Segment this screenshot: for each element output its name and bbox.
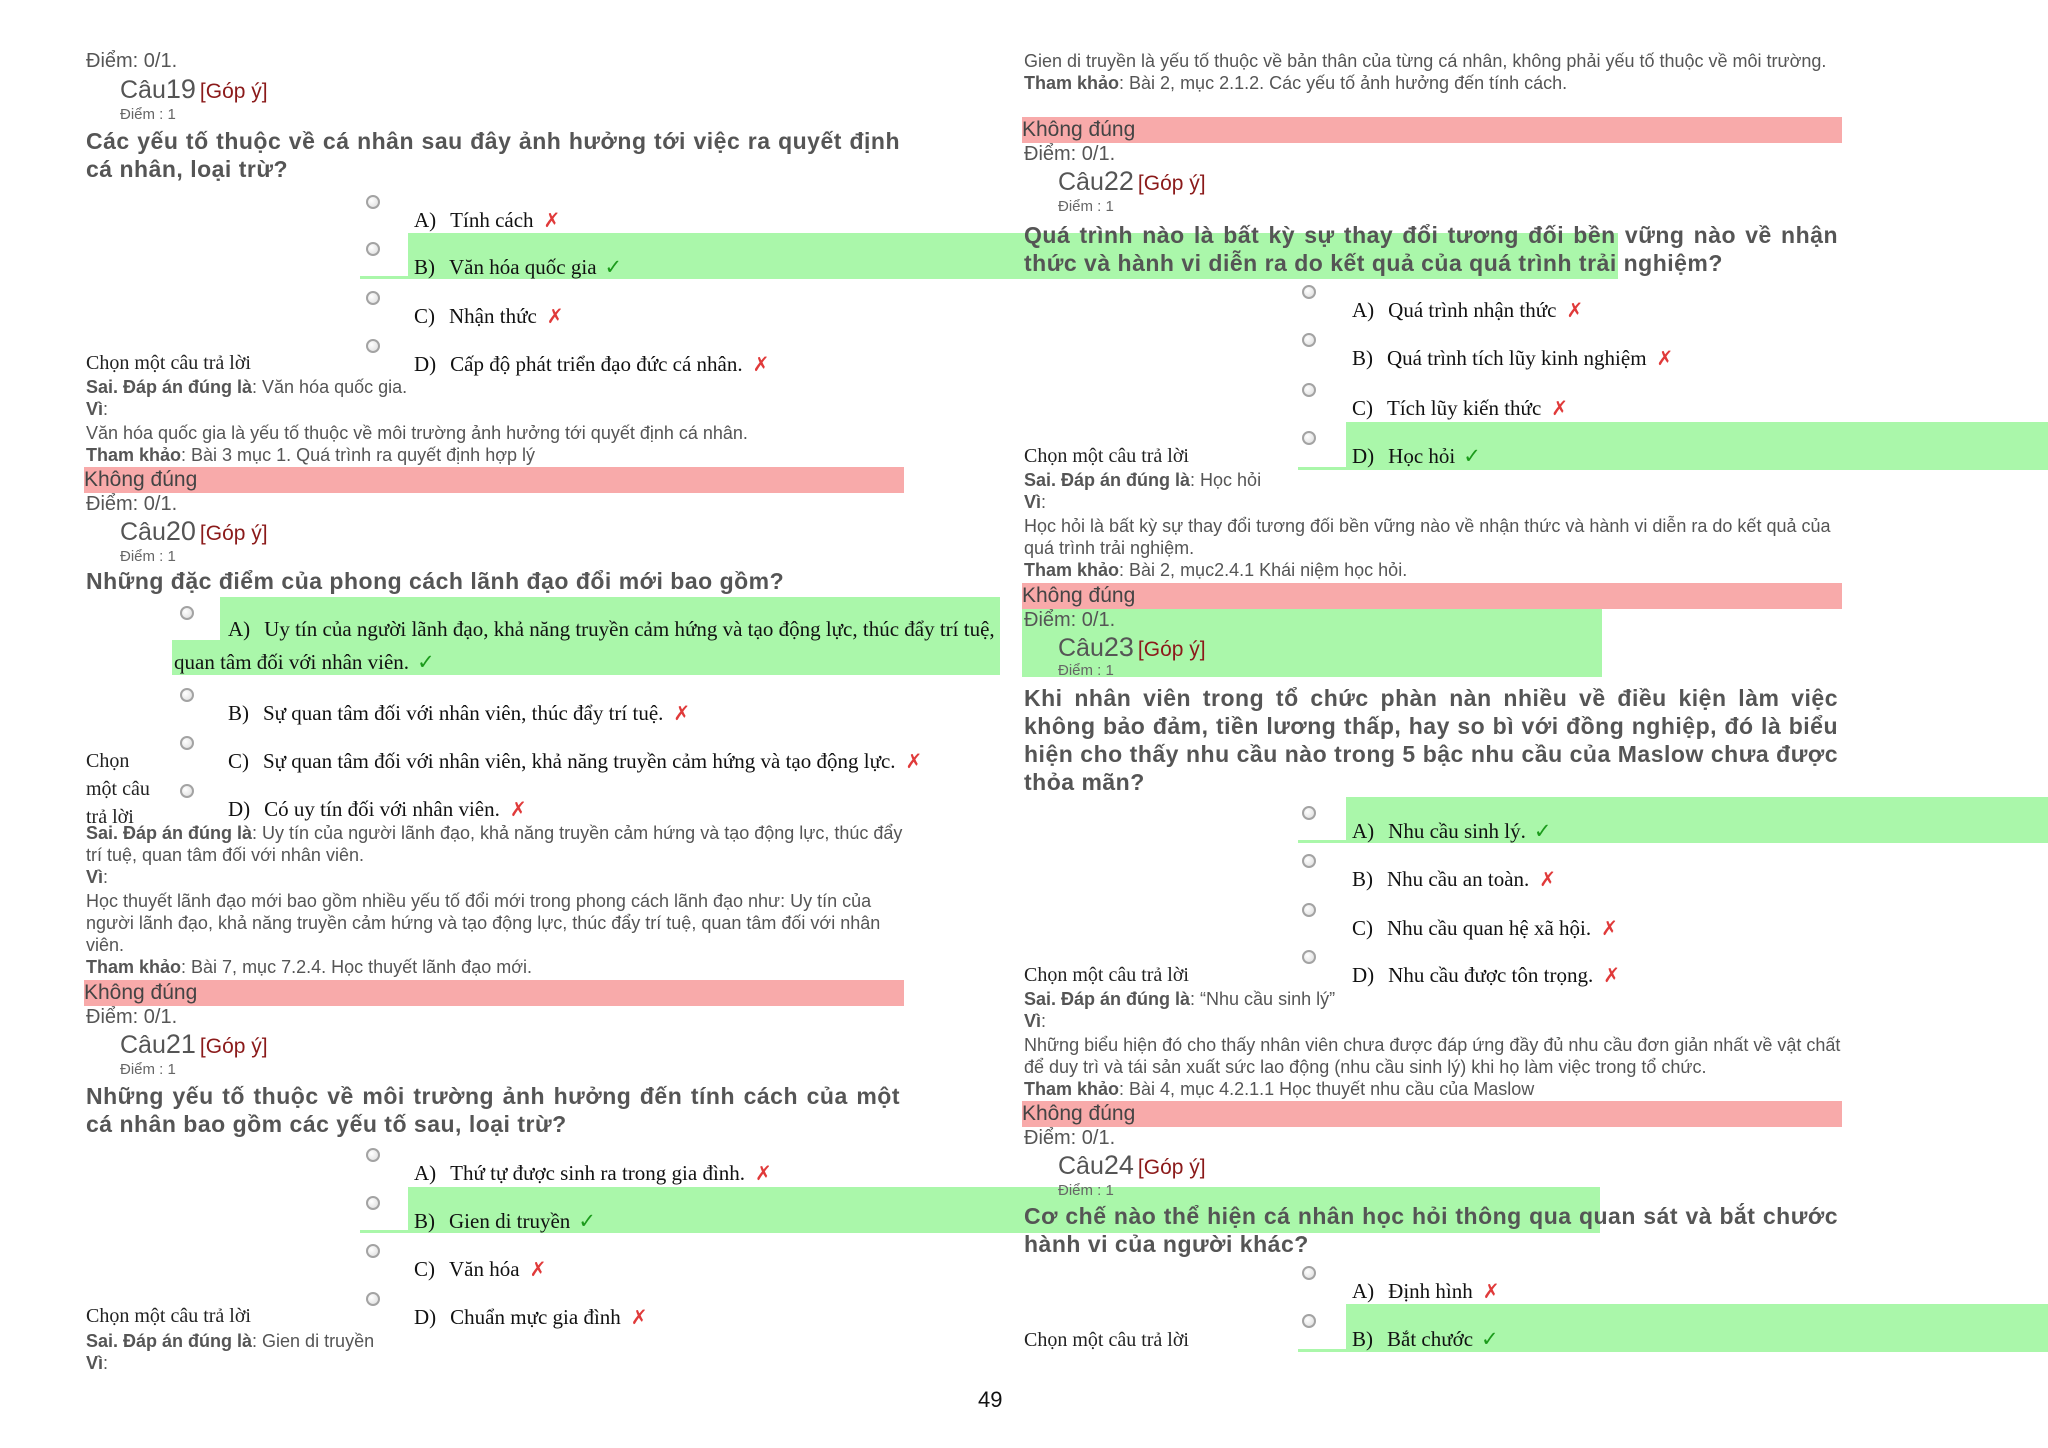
correct-answer-line: Sai. Đáp án đúng là: “Nhu cầu sinh lý”: [1024, 989, 1336, 1009]
check-mark-icon: ✓: [1533, 819, 1552, 843]
reason-text: Gien di truyền là yếu tố thuộc về bản thân của từng cá nhân, không phải yếu tố thuộc về môi trường.: [1024, 51, 1827, 71]
score-text: Điểm: 0/1.: [1024, 609, 1116, 631]
correct-answer-line: Sai. Đáp án đúng là: Uy tín của người lãnh đạo, khả năng truyền cảm hứng và tạo động lực, thúc đẩy trí tuệ, quan tâm đối với nhân viên.: [86, 823, 903, 865]
choose-answer-label: Chọn một câu trả lời: [86, 1305, 251, 1327]
x-mark-icon: ✗: [1603, 963, 1620, 987]
reason-text: Những biểu hiện đó cho thấy nhân viên chưa được đáp ứng đầy đủ nhu cầu đơn giản nhất về vật chất để duy trì và tái sản xuất sức lao động (nhu cầu sinh lý) khi họ làm việc trong tổ chức.: [1024, 1035, 1841, 1077]
question-header-22: [1058, 166, 1206, 197]
question-number: 20: [165, 516, 196, 546]
option-22-d[interactable]: D) Học hỏi ✓: [1352, 444, 1481, 468]
check-mark-icon: ✓: [604, 255, 623, 279]
option-20-d[interactable]: D) Có uy tín đối với nhân viên. ✗: [228, 797, 527, 821]
page-number: 49: [978, 1387, 1003, 1412]
radio-button-icon[interactable]: [1302, 806, 1316, 820]
x-mark-icon: ✗: [529, 1257, 547, 1281]
option-19-d[interactable]: D) Cấp độ phát triển đạo đức cá nhân. ✗: [414, 352, 770, 376]
radio-button-icon[interactable]: [366, 291, 380, 305]
x-mark-icon: ✗: [1551, 396, 1569, 420]
choose-answer-label: Chọn một câu trả lời: [86, 352, 251, 374]
question-number: 19: [165, 74, 196, 104]
question-points: Điểm : 1: [1058, 662, 1114, 679]
radio-button-icon[interactable]: [1302, 1266, 1316, 1280]
radio-button-icon[interactable]: [1302, 285, 1316, 299]
question-points: Điểm : 1: [120, 106, 176, 123]
x-mark-icon: ✗: [755, 1161, 772, 1185]
choose-answer-label: Chọn một câu trả lời: [1024, 964, 1189, 986]
reason-label: Vì:: [86, 399, 109, 419]
radio-button-icon[interactable]: [180, 736, 194, 750]
question-text-22: Quá trình nào là bất kỳ sự thay đổi tương đối bền vững nào về nhận thức và hành vi diễn ra do kết quả của quá trình trải nghiệm?: [1024, 222, 1838, 276]
reason-label: Vì:: [1024, 492, 1047, 512]
score-text: Điểm: 0/1.: [86, 493, 178, 515]
status-badge: Không đúng: [1022, 1101, 1842, 1127]
radio-button-icon[interactable]: [1302, 333, 1316, 347]
reason-text: Học thuyết lãnh đạo mới bao gồm nhiều yếu tố đổi mới trong phong cách lãnh đạo như: Uy tín của người lãnh đạo, khả năng truyền cảm hứng và tạo động lực, thúc đẩy trí tuệ, quan tâm đối với nhân viên.: [86, 891, 881, 955]
x-mark-icon: ✗: [630, 1305, 648, 1329]
x-mark-icon: ✗: [1656, 346, 1674, 370]
choose-answer-label: Chọn một câu trả lời: [86, 750, 150, 828]
option-19-b[interactable]: B) Văn hóa quốc gia ✓: [414, 255, 623, 279]
option-24-a[interactable]: A) Định hình ✗: [1352, 1279, 1500, 1303]
choose-answer-label: Chọn một câu trả lời: [1024, 445, 1189, 467]
radio-button-icon[interactable]: [366, 339, 380, 353]
check-mark-icon: ✓: [417, 650, 435, 674]
status-badge: Không đúng: [1022, 117, 1842, 143]
feedback-link[interactable]: [Góp ý]: [1137, 172, 1206, 195]
x-mark-icon: ✗: [1566, 298, 1584, 322]
score-text: Điểm: 0/1.: [1024, 143, 1116, 165]
radio-button-icon[interactable]: [366, 195, 380, 209]
correct-answer-line: Sai. Đáp án đúng là: Học hỏi: [1024, 470, 1262, 490]
question-text-21: Những yếu tố thuộc về môi trường ảnh hưởng đến tính cách của một cá nhân bao gồm các yếu tố sau, loại trừ?: [86, 1083, 900, 1137]
check-mark-icon: ✓: [578, 1209, 596, 1233]
question-label: Câu: [120, 518, 166, 546]
feedback-22: [1024, 469, 1844, 581]
question-header-20: [120, 516, 268, 547]
question-header-21: [120, 1029, 268, 1060]
question-header-19: [120, 74, 268, 105]
x-mark-icon: ✗: [1601, 916, 1618, 940]
feedback-link[interactable]: [Góp ý]: [199, 522, 268, 545]
question-text-19: Các yếu tố thuộc về cá nhân sau đây ảnh hưởng tới việc ra quyết định cá nhân, loại trừ?: [86, 128, 900, 182]
choose-answer-label: Chọn một câu trả lời: [1024, 1329, 1189, 1351]
correct-option-underline: [1298, 840, 1346, 843]
feedback-19: [86, 376, 906, 466]
question-points: Điểm : 1: [1058, 198, 1114, 215]
radio-button-icon[interactable]: [1302, 950, 1316, 964]
feedback-23: [1024, 988, 1844, 1100]
option-21-d[interactable]: D) Chuẩn mực gia đình ✗: [414, 1305, 648, 1329]
option-23-b[interactable]: B) Nhu cầu an toàn. ✗: [1352, 867, 1557, 891]
feedback-21-continued: [1024, 50, 1844, 94]
score-text: Điểm: 0/1.: [1024, 1127, 1116, 1149]
option-23-a[interactable]: A) Nhu cầu sinh lý. ✓: [1352, 819, 1552, 843]
question-points: Điểm : 1: [120, 1061, 176, 1078]
radio-button-icon[interactable]: [1302, 903, 1316, 917]
question-text-20: Những đặc điểm của phong cách lãnh đạo đổi mới bao gồm?: [86, 568, 785, 594]
check-mark-icon: ✓: [1463, 444, 1481, 468]
option-22-c[interactable]: C) Tích lũy kiến thức ✗: [1352, 396, 1569, 420]
reason-label: Vì:: [86, 1353, 109, 1373]
question-label: Câu: [120, 76, 166, 104]
question-label: Câu: [120, 1031, 166, 1059]
option-23-d[interactable]: D) Nhu cầu được tôn trọng. ✗: [1352, 963, 1620, 987]
question-number: 22: [1103, 166, 1134, 196]
reference-line: Tham khảo: Bài 2, mục 2.1.2. Các yếu tố ảnh hưởng đến tính cách.: [1024, 73, 1568, 93]
score-text: Điểm: 0/1.: [86, 1006, 178, 1028]
radio-button-icon[interactable]: [1302, 854, 1316, 868]
radio-button-icon[interactable]: [1302, 431, 1316, 445]
correct-answer-line: Sai. Đáp án đúng là: Văn hóa quốc gia.: [86, 377, 408, 397]
question-points: Điểm : 1: [120, 548, 176, 565]
option-20-a[interactable]: A) Uy tín của người lãnh đạo, khả năng truyền cảm hứng và tạo động lực, thúc đẩy trí tuệ, quan tâm đối với nhân viên. ✓: [174, 617, 995, 674]
option-21-b[interactable]: B) Gien di truyền ✓: [414, 1209, 596, 1233]
check-mark-icon: ✓: [1481, 1327, 1499, 1351]
question-number: 24: [1103, 1150, 1134, 1180]
status-badge: Không đúng: [84, 980, 904, 1006]
radio-button-icon[interactable]: [366, 1292, 380, 1306]
option-23-c[interactable]: C) Nhu cầu quan hệ xã hội. ✗: [1352, 916, 1618, 940]
question-label: Câu: [1058, 634, 1104, 662]
option-22-a[interactable]: A) Quá trình nhận thức ✗: [1352, 298, 1584, 322]
x-mark-icon: ✗: [509, 797, 527, 821]
radio-button-icon[interactable]: [366, 1244, 380, 1258]
reason-text: Học hỏi là bất kỳ sự thay đổi tương đối bền vững nào về nhận thức và hành vi diễn ra do kết quả của quá trình trải nghiệm.: [1024, 516, 1831, 558]
reason-label: Vì:: [86, 867, 109, 887]
radio-button-icon[interactable]: [366, 242, 380, 256]
radio-button-icon[interactable]: [366, 1196, 380, 1210]
reason-label: Vì:: [1024, 1011, 1047, 1031]
x-mark-icon: ✗: [752, 352, 770, 376]
question-header-23: [1058, 632, 1206, 663]
radio-button-icon[interactable]: [1302, 383, 1316, 397]
feedback-link[interactable]: [Góp ý]: [1137, 1156, 1206, 1179]
x-mark-icon: ✗: [543, 208, 561, 232]
question-text-24: Cơ chế nào thể hiện cá nhân học hỏi thông qua quan sát và bắt chước hành vi của người khác?: [1024, 1203, 1838, 1257]
radio-button-icon[interactable]: [1302, 1314, 1316, 1328]
radio-button-icon[interactable]: [180, 784, 194, 798]
reference-line: Tham khảo: Bài 4, mục 4.2.1.1 Học thuyết nhu cầu của Maslow: [1024, 1079, 1535, 1099]
radio-button-icon[interactable]: [180, 688, 194, 702]
reference-line: Tham khảo: Bài 7, mục 7.2.4. Học thuyết lãnh đạo mới.: [86, 957, 533, 977]
x-mark-icon: ✗: [905, 749, 923, 773]
correct-option-underline: [360, 276, 408, 279]
feedback-20: [86, 822, 906, 978]
status-badge: Không đúng: [84, 467, 904, 493]
correct-option-underline: [360, 1230, 408, 1233]
feedback-link[interactable]: [Góp ý]: [199, 80, 268, 103]
option-24-b[interactable]: B) Bắt chước ✓: [1352, 1327, 1499, 1351]
status-badge: Không đúng: [1022, 583, 1842, 609]
question-label: Câu: [1058, 1152, 1104, 1180]
reference-line: Tham khảo: Bài 2, mục2.4.1 Khái niệm học hỏi.: [1024, 560, 1408, 580]
question-label: Câu: [1058, 168, 1104, 196]
feedback-link[interactable]: [Góp ý]: [1137, 638, 1206, 661]
feedback-link[interactable]: [Góp ý]: [199, 1035, 268, 1058]
x-mark-icon: ✗: [546, 304, 564, 328]
question-text-23: Khi nhân viên trong tổ chức phàn nàn nhiều về điều kiện làm việc không bảo đảm, tiền lương thấp, hay so bì với đồng nghiệp, đó là biểu hiện cho thấy nhu cầu nào trong 5 bậc nhu cầu của Maslow chưa được thỏa mãn?: [1024, 685, 1838, 795]
x-mark-icon: ✗: [1539, 867, 1557, 891]
reason-text: Văn hóa quốc gia là yếu tố thuộc về môi trường ảnh hưởng tới quyết định cá nhân.: [86, 423, 748, 443]
option-19-a[interactable]: A) Tính cách ✗: [414, 208, 561, 232]
correct-answer-line: Sai. Đáp án đúng là: Gien di truyền: [86, 1331, 375, 1351]
x-mark-icon: ✗: [1482, 1279, 1500, 1303]
question-number: 23: [1103, 632, 1134, 662]
question-header-24: [1058, 1150, 1206, 1181]
question-points: Điểm : 1: [1058, 1182, 1114, 1199]
radio-button-icon[interactable]: [366, 1148, 380, 1162]
correct-option-underline: [1298, 1349, 1346, 1352]
question-number: 21: [165, 1029, 196, 1059]
option-21-a[interactable]: A) Thứ tự được sinh ra trong gia đình. ✗: [414, 1161, 772, 1185]
feedback-21: [86, 1330, 906, 1374]
option-19-c[interactable]: C) Nhận thức ✗: [414, 304, 564, 328]
option-20-b[interactable]: B) Sự quan tâm đối với nhân viên, thúc đẩy trí tuệ. ✗: [228, 701, 691, 725]
score-text: Điểm: 0/1.: [86, 50, 178, 72]
option-21-c[interactable]: C) Văn hóa ✗: [414, 1257, 547, 1281]
option-20-c[interactable]: C) Sự quan tâm đối với nhân viên, khả năng truyền cảm hứng và tạo động lực. ✗: [228, 749, 923, 773]
option-22-b[interactable]: B) Quá trình tích lũy kinh nghiệm ✗: [1352, 346, 1674, 370]
reference-line: Tham khảo: Bài 3 mục 1. Quá trình ra quyết định hợp lý: [86, 445, 536, 465]
x-mark-icon: ✗: [673, 701, 691, 725]
